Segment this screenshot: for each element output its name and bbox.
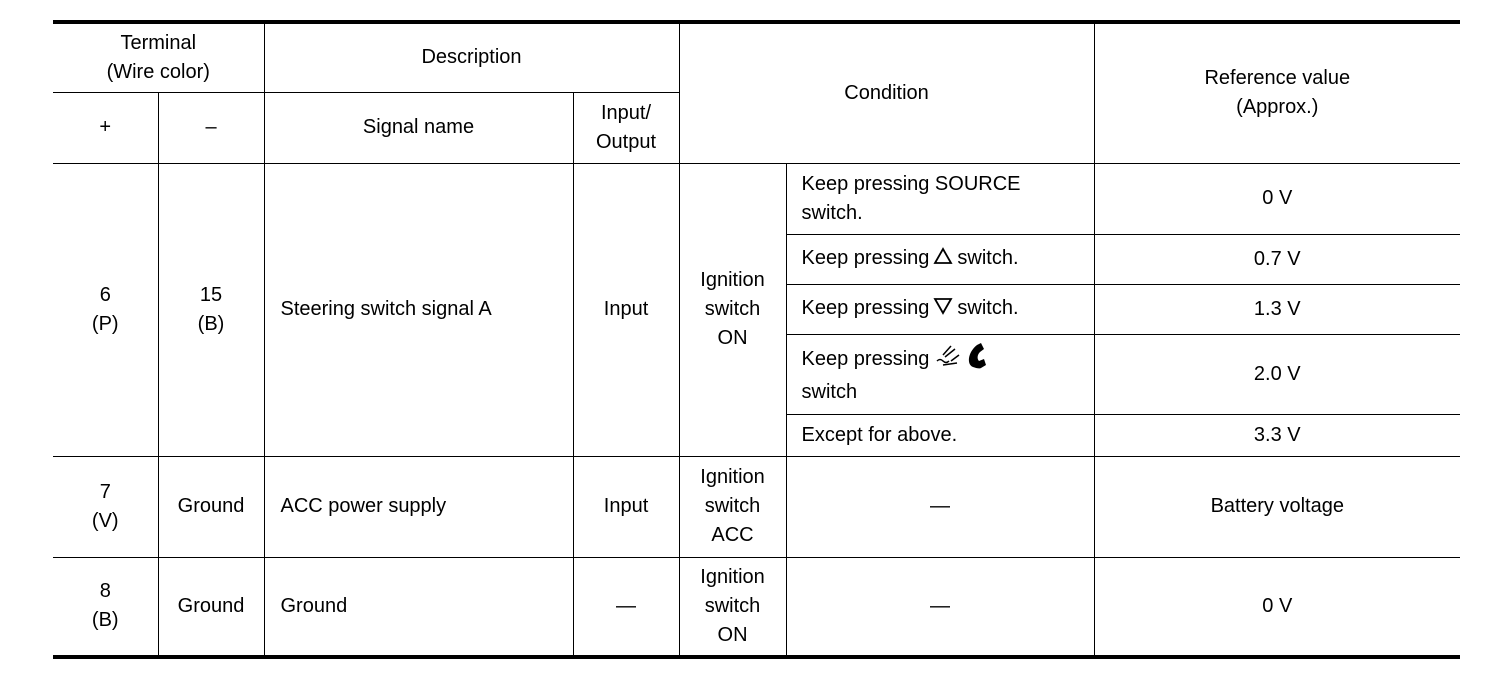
condition-header: Condition <box>679 22 1094 163</box>
sub-condition-cell: — <box>786 557 1094 657</box>
reference-value-cell: 0 V <box>1094 163 1460 234</box>
signal-name-cell: Ground <box>264 557 573 657</box>
io-header: Input/ Output <box>573 92 679 163</box>
reference-value-cell: 3.3 V <box>1094 414 1460 456</box>
plus-header: + <box>53 92 158 163</box>
table-row <box>53 456 1460 557</box>
reference-header: Reference value (Approx.) <box>1094 22 1460 163</box>
condition-cell: Ignition switch ON <box>679 163 786 456</box>
reference-value-cell: 1.3 V <box>1094 284 1460 334</box>
sub-condition-cell: Keep pressing switch. <box>786 234 1094 284</box>
down-triangle-icon <box>933 295 953 324</box>
signal-name-header: Signal name <box>264 92 573 163</box>
up-triangle-icon <box>933 245 953 274</box>
terminal-minus-cell: Ground <box>158 557 264 657</box>
description-header: Description <box>264 22 679 92</box>
io-cell: — <box>573 557 679 657</box>
reference-value-cell: 0.7 V <box>1094 234 1460 284</box>
condition-cell: Ignition switch ACC <box>679 456 786 557</box>
io-cell: Input <box>573 456 679 557</box>
terminal-plus-cell: 6 (P) <box>53 163 158 456</box>
signal-name-cell: Steering switch signal A <box>264 163 573 456</box>
terminal-minus-cell: Ground <box>158 456 264 557</box>
sub-condition-cell: Keep pressing switch <box>786 334 1094 414</box>
condition-cell: Ignition switch ON <box>679 557 786 657</box>
sub-condition-cell: Except for above. <box>786 414 1094 456</box>
reference-value-cell: Battery voltage <box>1094 456 1460 557</box>
signal-name-cell: ACC power supply <box>264 456 573 557</box>
terminal-reference-table <box>53 20 1460 659</box>
terminal-plus-cell: 8 (B) <box>53 557 158 657</box>
reference-value-cell: 2.0 V <box>1094 334 1460 414</box>
terminal-plus-cell: 7 (V) <box>53 456 158 557</box>
reference-value-cell: 0 V <box>1094 557 1460 657</box>
io-cell: Input <box>573 163 679 456</box>
table-row <box>53 163 1460 234</box>
sub-condition-cell: — <box>786 456 1094 557</box>
table-row <box>53 557 1460 657</box>
terminal-minus-cell: 15 (B) <box>158 163 264 456</box>
terminal-header: Terminal (Wire color) <box>53 22 264 92</box>
minus-header: – <box>158 92 264 163</box>
voice-phone-icon <box>933 341 997 378</box>
sub-condition-cell: Keep pressing switch. <box>786 284 1094 334</box>
sub-condition-cell: Keep pressing SOURCE switch. <box>786 163 1094 234</box>
